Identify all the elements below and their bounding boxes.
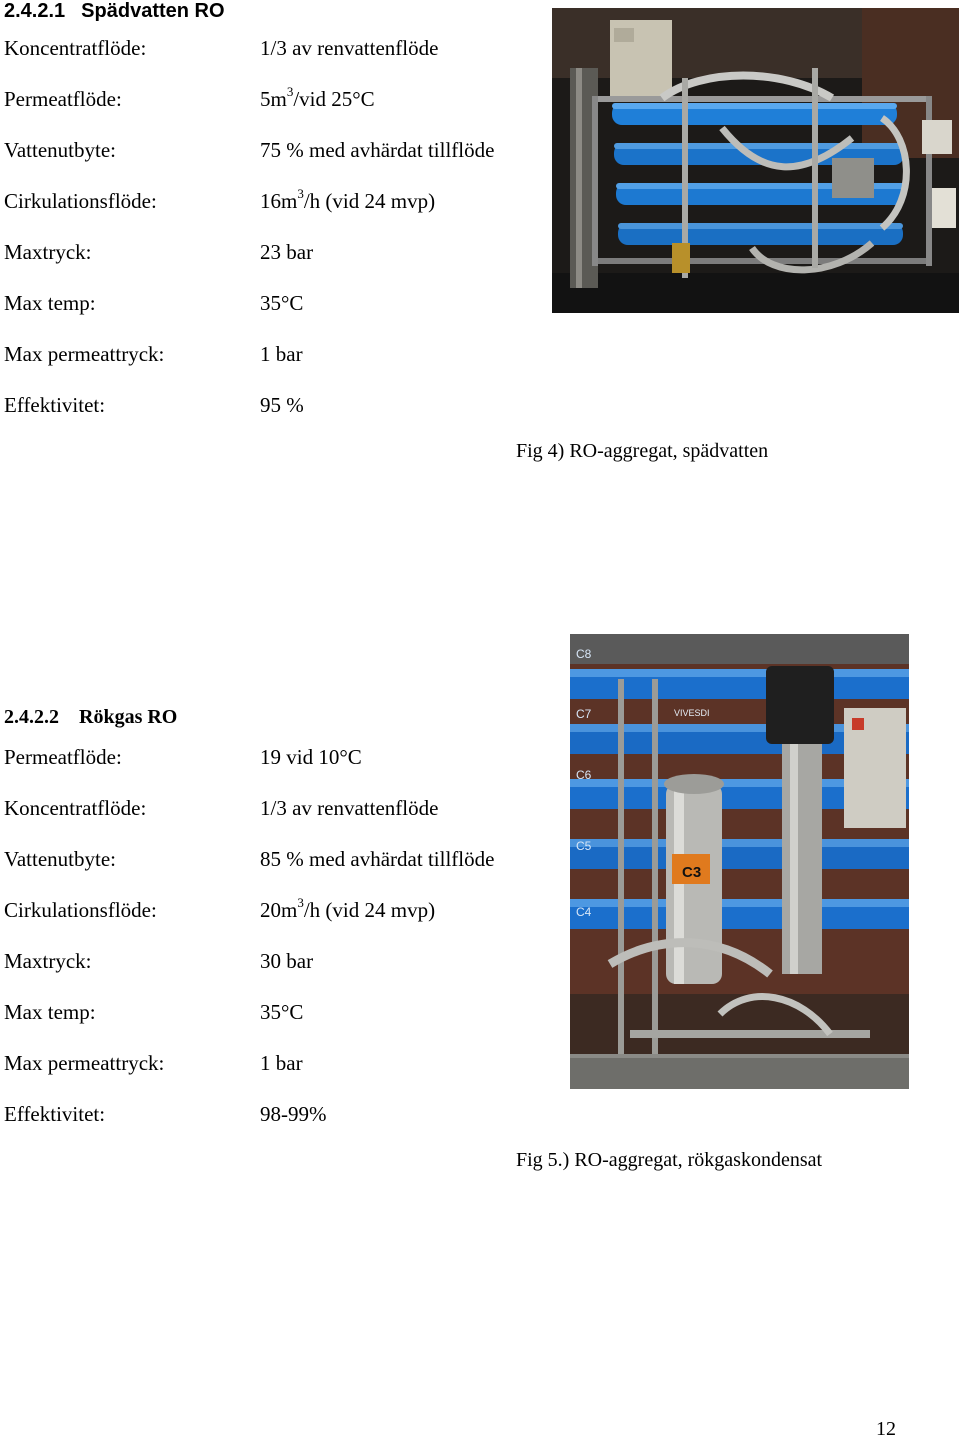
spec-label: Max temp: (4, 1000, 96, 1024)
section-heading-1 (4, 0, 225, 23)
spec-value: 35°C (260, 1000, 304, 1024)
section-title-2: Rökgas RO (79, 706, 178, 728)
section-number-2: 2.4.2.2 (4, 706, 59, 728)
section-number-1: 2.4.2.1 (4, 0, 66, 22)
spec-value: 1/3 av renvattenflöde (260, 36, 439, 60)
spec-value: 1 bar (260, 342, 303, 366)
spec-label: Effektivitet: (4, 1102, 106, 1126)
tube-label: C7 (576, 707, 592, 721)
page-number: 12 (876, 1418, 896, 1440)
spec-label: Cirkulationsflöde: (4, 189, 157, 213)
spec-label: Max permeattryck: (4, 342, 165, 366)
spec-label: Maxtryck: (4, 949, 92, 973)
spec-label: Koncentratflöde: (4, 36, 147, 60)
spec-value: 1 bar (260, 1051, 303, 1075)
spec-label: Vattenutbyte: (4, 847, 116, 871)
spec-value: 1/3 av renvattenflöde (260, 796, 439, 820)
spec-label: Maxtryck: (4, 240, 92, 264)
spec-value: 23 bar (260, 240, 314, 264)
spec-label: Permeatflöde: (4, 87, 122, 111)
spec-value: 35°C (260, 291, 304, 315)
tube-label: VIVESDI (674, 708, 710, 718)
section-heading-2 (4, 706, 177, 729)
spec-value: $16m^3/h$ (vid 24 mvp) (260, 186, 436, 213)
figure-caption-2: Fig 5.) RO-aggregat, rökgaskondensat (516, 1149, 823, 1171)
spec-label: Effektivitet: (4, 393, 106, 417)
tube-label: C6 (576, 768, 592, 782)
spec-value: $20m^3/h$ (vid 24 mvp) (260, 895, 436, 922)
spec-value: 19 vid 10°C (260, 745, 362, 769)
c3-label: C3 (682, 864, 702, 881)
ro-unit-photo-1 (552, 8, 959, 313)
ro-unit-photo-2 (570, 634, 909, 1089)
figure-caption-1: Fig 4) RO-aggregat, spädvatten (516, 440, 769, 462)
spec-value: $5m^3$/vid 25°C (260, 84, 375, 111)
spec-value: 85 % med avhärdat tillflöde (260, 847, 495, 871)
tube-label: C8 (576, 647, 592, 661)
spec-value: 98-99% (260, 1102, 327, 1126)
spec-label: Koncentratflöde: (4, 796, 147, 820)
spec-label: Permeatflöde: (4, 745, 122, 769)
tube-label: C5 (576, 839, 592, 853)
spec-label: Cirkulationsflöde: (4, 898, 157, 922)
spec-value: 30 bar (260, 949, 314, 973)
spec-value: 95 % (260, 393, 304, 417)
section-title-1: Spädvatten RO (81, 0, 225, 22)
tube-label: C4 (576, 905, 592, 919)
spec-label: Vattenutbyte: (4, 138, 116, 162)
spec-label: Max temp: (4, 291, 96, 315)
spec-value: 75 % med avhärdat tillflöde (260, 138, 495, 162)
spec-label: Max permeattryck: (4, 1051, 165, 1075)
